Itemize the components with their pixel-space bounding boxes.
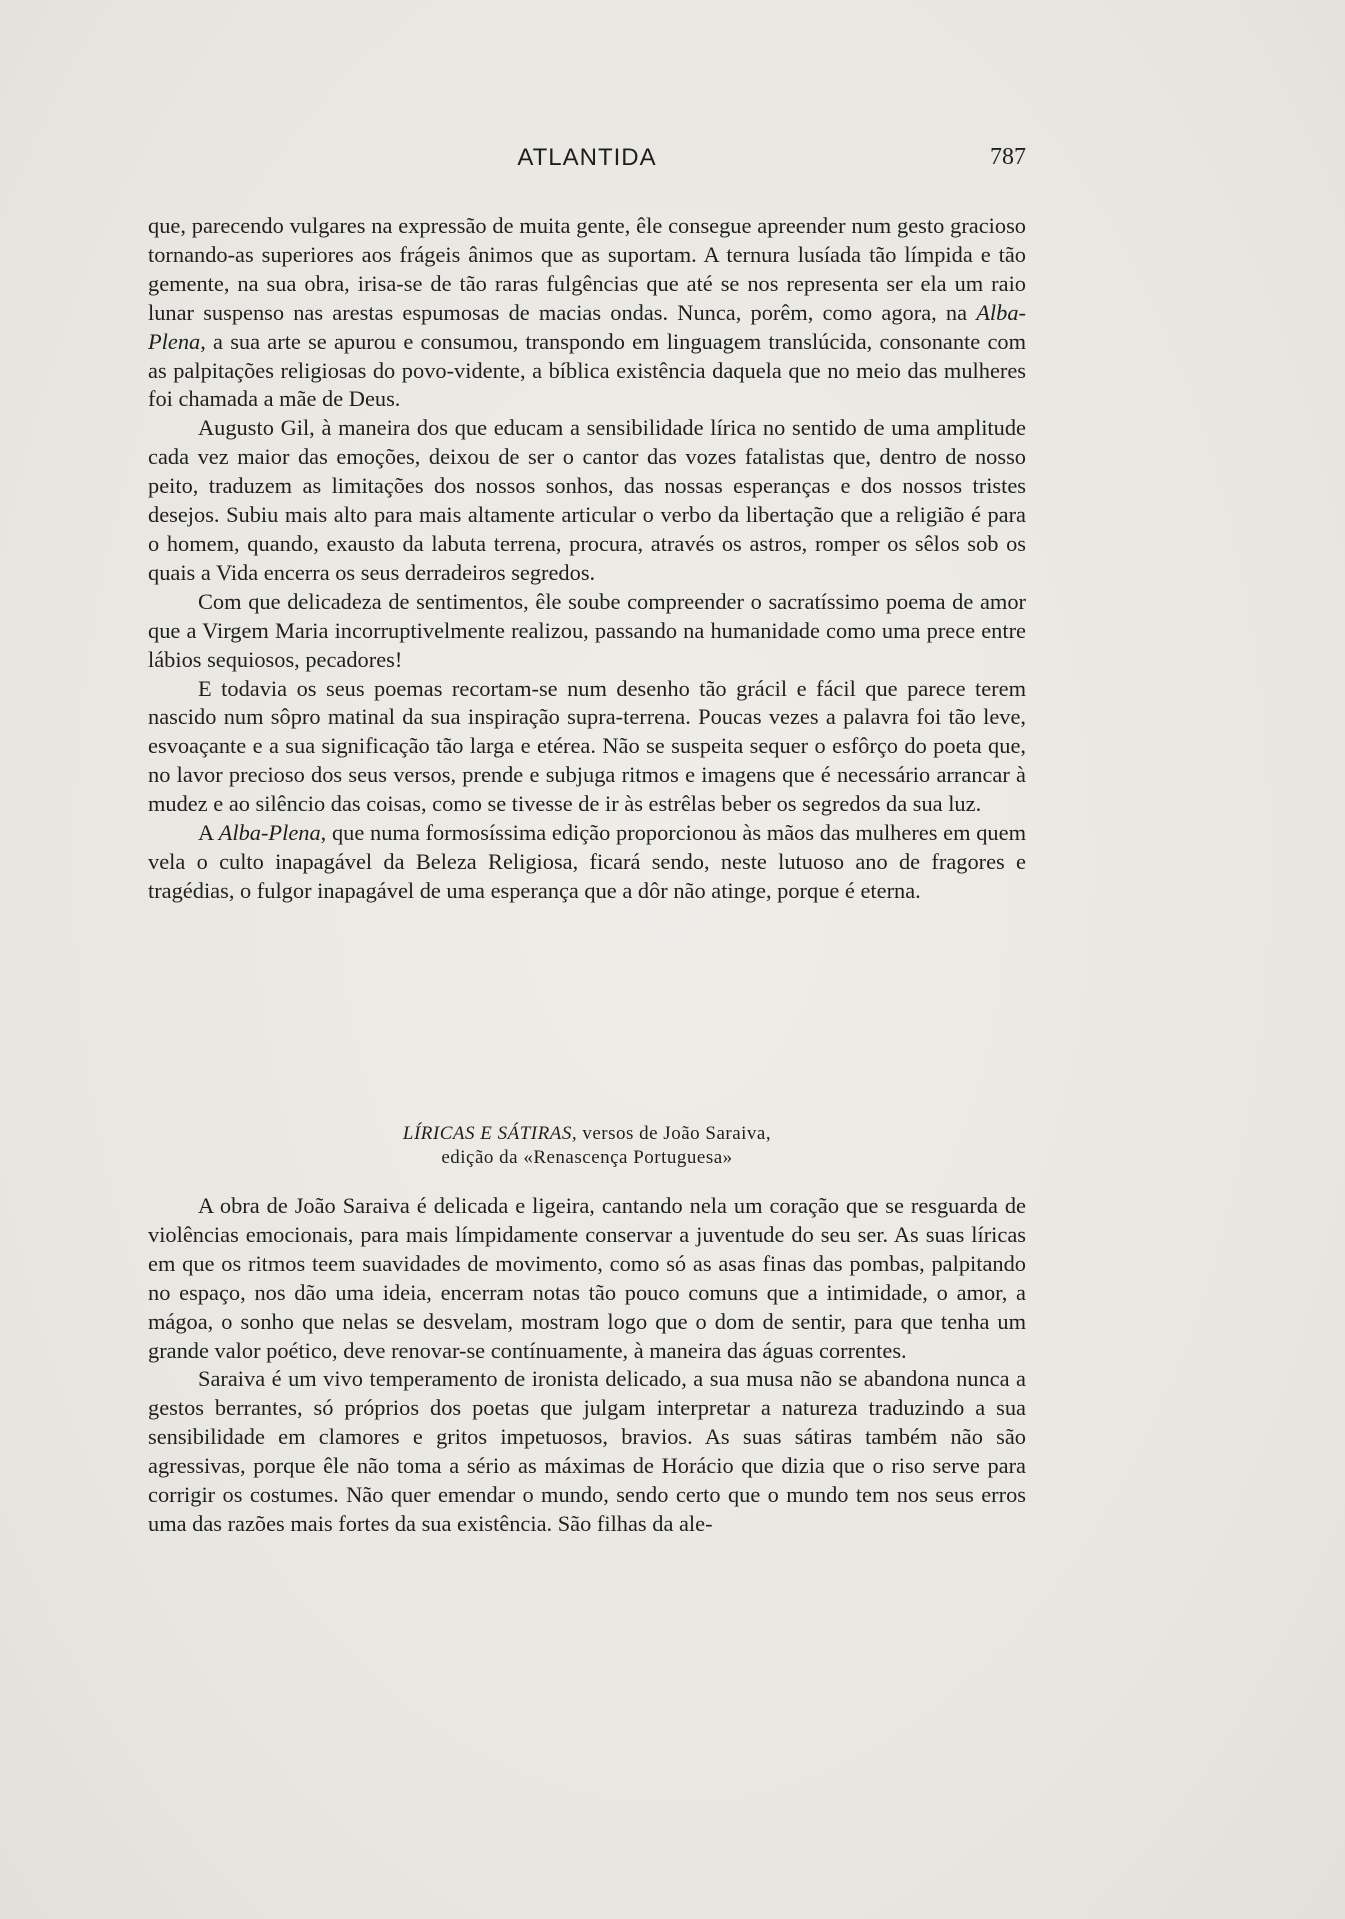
review-heading (148, 1122, 1026, 1170)
review-heading-line-1 (148, 1122, 1026, 1146)
review-book-title: LÍRICAS E SÁTIRAS, (402, 1123, 578, 1144)
paragraph-5-text-a: A (198, 820, 219, 846)
paragraph-5 (148, 819, 1026, 906)
book-title-alba-plena: Alba-Plena (148, 299, 1026, 354)
paragraph-1-text-b: , a sua arte se apurou e consumou, transpondo em linguagem translúcida, consonante com as palpitações religiosas do povo-vidente, a bíblica existência daquela que no meio das mulheres foi chamada a mãe de Deus. (148, 328, 1026, 412)
review-paragraph-1: A obra de João Saraiva é delicada e ligeira, cantando nela um coração que se resguarda de violências emocionais, para mais límpidamente conservar a juventude do seu ser. As suas líricas em que os ritmos teem suavidades de movimento, como só as asas finas das pombas, palpitando no espaço, nos dão uma ideia, encerram notas tão pouco comuns que a intimidade, o amor, a mágoa, o sonho que nelas se desvelam, mostram logo que o dom de sentir, para que tenha um grande valor poético, deve renovar-se contínuamente, à maneira das águas correntes. (148, 1193, 1026, 1363)
book-title-alba-plena-2: Alba-Plena (218, 820, 321, 846)
paragraph-1-text-a: que, parecendo vulgares na expressão de muita gente, êle consegue apreender num gesto gracioso tornando-as superiores aos frágeis ânimos que as suportam. A ternura lusíada tão límpida e tão gemente, na sua obra, irisa-se de tão raras fulgências que até se nos representa ser ela um raio lunar suspenso nas arestas espumosas de macias ondas. Nunca, porêm, como agora, na (148, 213, 1026, 325)
paragraph-4: E todavia os seus poemas recortam-se num desenho tão grácil e fácil que parece terem nascido num sôpro matinal da sua inspiração supra-terrena. Poucas vezes a palavra foi tão leve, esvoaçante e a sua significação tão larga e etérea. Não se suspeita sequer o esfôrço do poeta que, no lavor precioso dos seus versos, prende e subjuga ritmos e imagens que é necessário arrancar à mudez e ao silêncio das coisas, como se tivesse de ir às estrêlas beber os segredos da sua luz. (148, 675, 1026, 817)
page-number: 787 (990, 144, 1026, 170)
review-author: versos de João Saraiva, (577, 1123, 772, 1144)
journal-title: ATLANTIDA (517, 144, 657, 171)
paragraph-3: Com que delicadeza de sentimentos, êle soube compreender o sacratíssimo poema de amor que a Virgem Maria incorruptivelmente realizou, passando na humanidade como uma prece entre lábios sequiosos, pecadores! (148, 588, 1026, 672)
review-body (148, 1192, 1026, 1539)
review-paragraph-2: Saraiva é um vivo temperamento de ironista delicado, a sua musa não se abandona nunca a gestos berrantes, só próprios dos poetas que julgam interpretar a natureza traduzindo a sua sensibilidade em clamores e gritos impetuosos, bravios. As suas sátiras também não são agressivas, porque êle não toma a sério as máximas de Horácio que dizia que o riso serve para corrigir os costumes. Não quer emendar o mundo, sendo certo que o mundo tem nos seus erros uma das razões mais fortes da sua existência. São filhas da ale- (148, 1366, 1026, 1536)
article-body (148, 212, 1026, 906)
paragraph-1 (148, 212, 1026, 414)
review-heading-line-2: edição da «Renascença Portuguesa» (441, 1147, 733, 1168)
running-header (148, 144, 1026, 174)
paragraph-5-text-b: , que numa formosíssima edição proporcionou às mãos das mulheres em quem vela o culto inapagável da Beleza Religiosa, ficará sendo, neste lutuoso ano de fragores e tragédias, o fulgor inapagável de uma esperança que a dôr não atinge, porque é eterna. (148, 820, 1026, 903)
paragraph-2: Augusto Gil, à maneira dos que educam a sensibilidade lírica no sentido de uma amplitude cada vez maior das emoções, deixou de ser o cantor das vozes fatalistas que, dentro de nosso peito, traduzem as limitações dos nossos sonhos, das nossas esperanças e dos nossos tristes desejos. Subiu mais alto para mais altamente articular o verbo da libertação que a religião é para o homem, quando, exausto da labuta terrena, procura, através os astros, romper os sêlos sob os quais a Vida encerra os seus derradeiros segredos. (148, 415, 1026, 585)
